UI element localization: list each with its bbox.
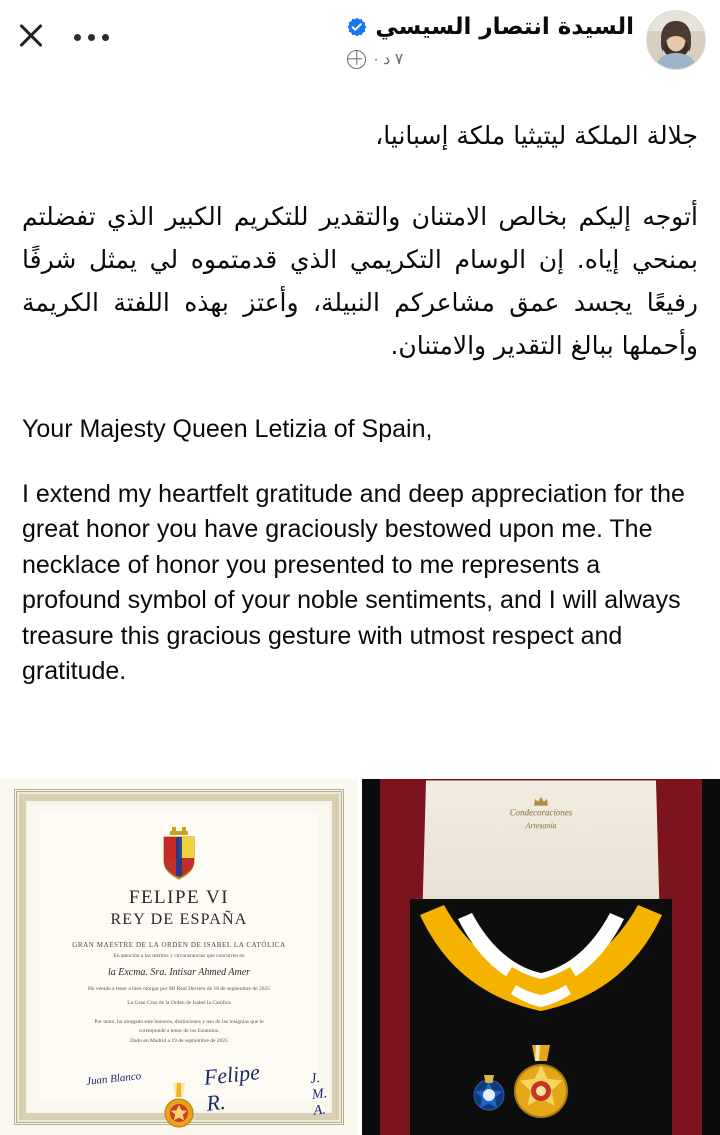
certificate-text2: La Gran Cruz de la Orden de Isabel la Católica [127, 1000, 231, 1006]
media-necklace-image[interactable] [362, 779, 720, 1135]
english-greeting: Your Majesty Queen Letizia of Spain, [22, 415, 433, 443]
author-block[interactable] [347, 10, 706, 70]
author-text-block [347, 10, 634, 69]
certificate-text3: Por tanto, ha otorgado este honores, distinciones y uso de las insignias que le corresponde a tenor de los Estatutos. [94, 1019, 264, 1034]
dot-1 [74, 34, 81, 41]
spanish-coat-of-arms-icon [152, 825, 206, 883]
header-left-controls [14, 10, 109, 52]
verified-badge-icon [347, 17, 367, 37]
media-certificate-image[interactable] [0, 779, 358, 1135]
arabic-paragraph: أتوجه إليكم بخالص الامتنان والتقدير للتكريم الكبير الذي تفضلتم بمنحي إياه. إن الوسام التكريمي الذي قدمتموه لي يمثل شرفًا رفيعًا يجسد عمق مشاعركم النبيلة، وأعتز بهذه اللفتة الكريمة وأحملها ببالغ التقدير والامتنان. [22, 202, 698, 360]
certificate-graphic [0, 779, 358, 1135]
certificate-title: FELIPE VI [128, 887, 230, 908]
close-icon[interactable] [14, 18, 48, 52]
post-header [0, 0, 720, 96]
post-meta-row [347, 49, 634, 69]
certificate-text4: Dado en Madrid a 19 de septiembre de 2025 [130, 1038, 228, 1044]
english-paragraph: I extend my heartfelt gratitude and deep appreciation for the great honor you have graciously bestowed upon me. The necklace of honor you presented to me represents a profound symbol of your noble sentiments, and I will always treasure this gracious gesture with utmost respect and gratitude. [22, 479, 685, 686]
dot-2 [88, 34, 95, 41]
crown-icon [534, 794, 548, 804]
post-media-grid [0, 779, 720, 1135]
signature-center: Felipe R. [202, 1059, 261, 1116]
globe-icon [347, 50, 366, 69]
certificate-line3: GRAN MAESTRE DE LA ORDEN DE ISABEL LA CATÓLICA [72, 941, 286, 949]
signature-right: J. M. A. [309, 1070, 328, 1119]
post-timestamp[interactable]: ٧ د · [373, 51, 404, 68]
arabic-text-block [22, 114, 698, 367]
dot-3 [102, 34, 109, 41]
certificate-subtitle: REY DE ESPAÑA [110, 911, 248, 928]
author-name[interactable]: السيدة انتصار السيسي [375, 14, 634, 40]
box-lid-text-2: Artesanía [525, 821, 557, 831]
author-name-row [347, 14, 634, 40]
necklace-medal-icon [502, 1041, 580, 1127]
signature-left: Juan Blanco [85, 1070, 142, 1088]
certificate-line4: En atención a las méritos y circunstancias que concurren en [113, 953, 245, 959]
certificate-medal-icon [159, 1083, 199, 1133]
box-lid-text-1: Condecoraciones [509, 807, 573, 818]
sash-ribbon [416, 905, 666, 1025]
avatar[interactable] [646, 10, 706, 70]
certificate-text1: He venido a tener a bien otorgar por Mi Real Decreto de 16 de septiembre de 2025 [88, 986, 270, 992]
certificate-recipient: la Excma. Sra. Intisar Ahmed Amer [107, 967, 251, 978]
arabic-greeting: جلالة الملكة ليتيثيا ملكة إسبانيا، [375, 121, 698, 150]
presentation-box [380, 779, 702, 1135]
certificate-inner [40, 813, 328, 1119]
more-options-icon[interactable] [74, 30, 109, 41]
post-content [0, 96, 720, 690]
english-text-block [22, 413, 698, 690]
